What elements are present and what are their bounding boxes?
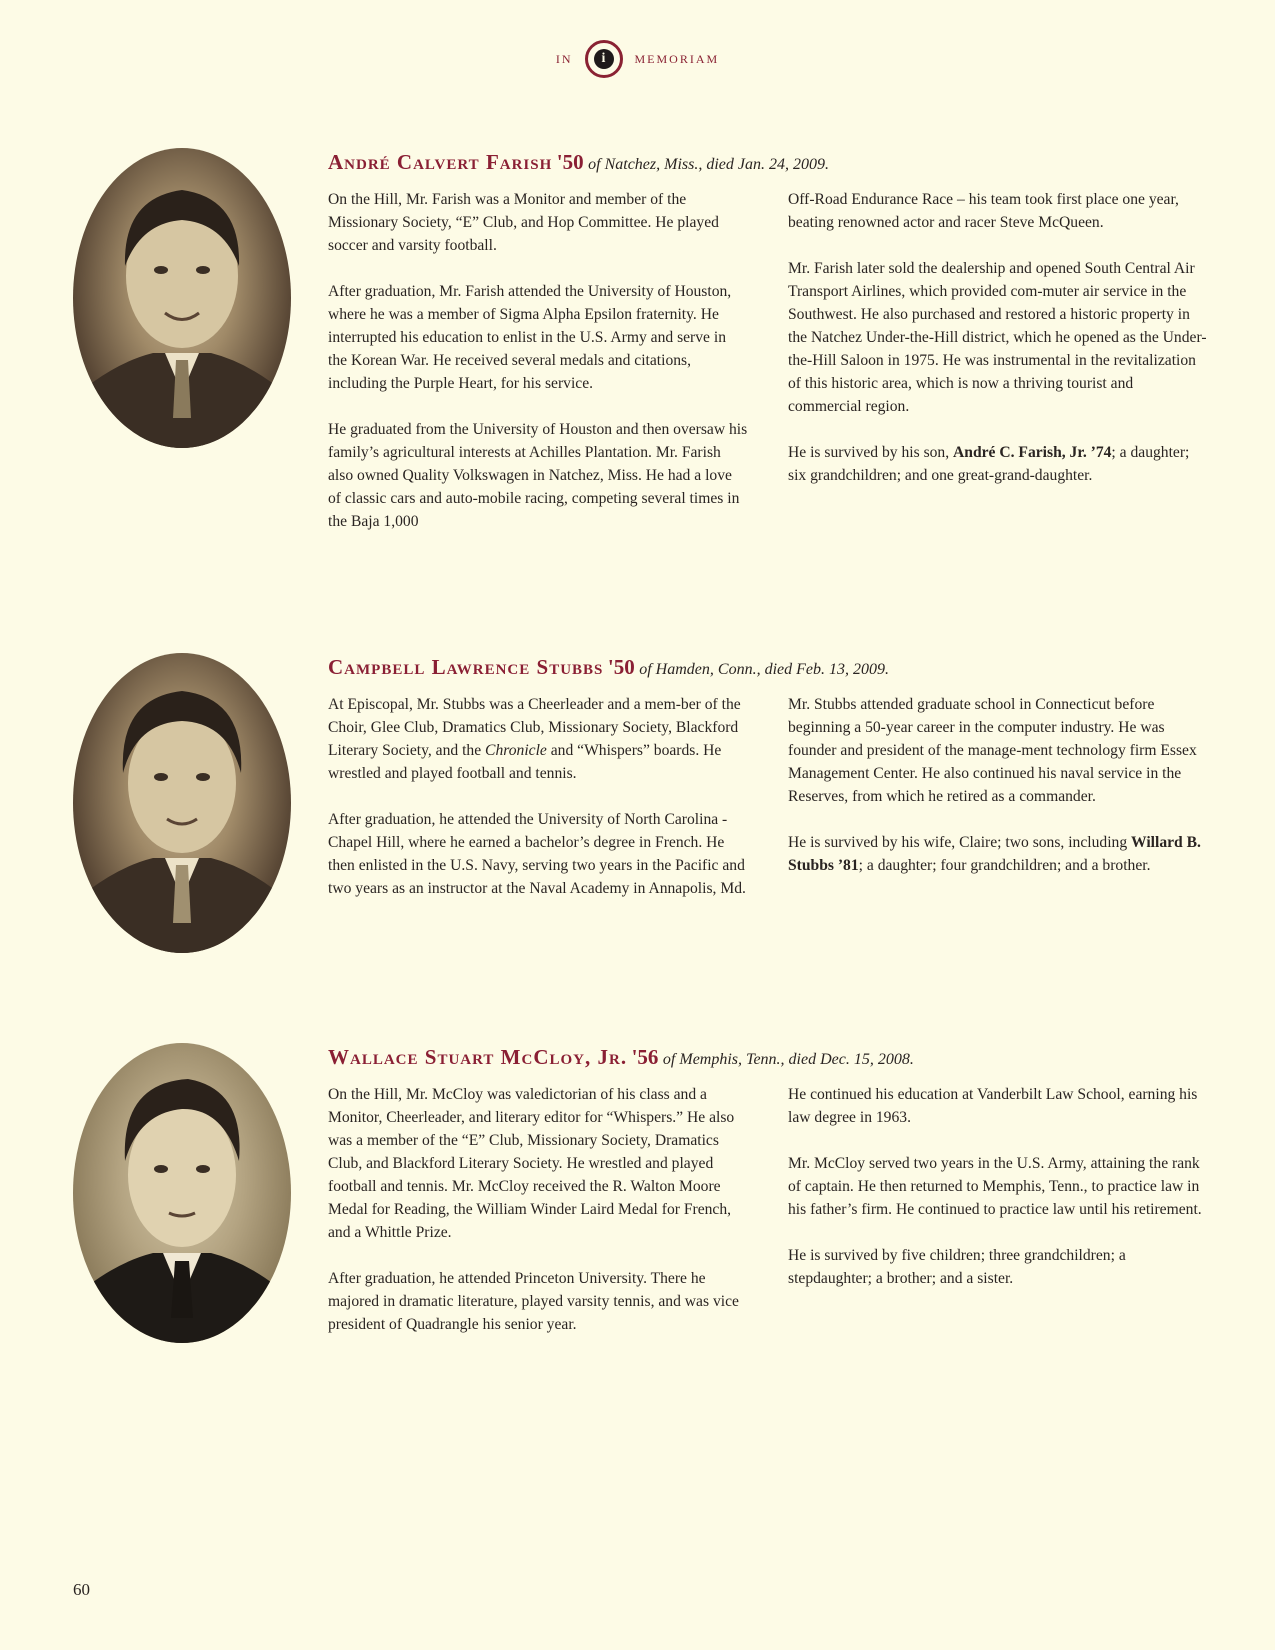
survived-pre: He is survived by his wife, Claire; two sons, including <box>788 834 1132 851</box>
page-number: 60 <box>73 1580 90 1599</box>
paragraph-post: and “Whispers” boards. He wrestled and played football and tennis. <box>328 742 722 782</box>
obituary-name: Campbell Lawrence Stubbs <box>328 655 604 679</box>
column-right <box>788 188 1208 556</box>
class-year: '56 <box>631 1045 659 1069</box>
survived-pre: He is survived by his son, <box>788 444 954 461</box>
paragraph: After graduation, he attended Princeton University. There he majored in dramatic literature, played varsity tennis, and was vice president of Quadrangle his senior year. <box>328 1270 739 1333</box>
portrait-silhouette <box>73 1043 291 1343</box>
obituary-title <box>328 1045 914 1070</box>
logo-letter: i <box>594 49 614 69</box>
obituary-name: Wallace Stuart McCloy, Jr. <box>328 1045 628 1069</box>
obituary-title <box>328 655 889 680</box>
obituary-info: of Natchez, Miss., died Jan. 24, 2009. <box>588 156 829 173</box>
obituary-title <box>328 150 829 175</box>
header-memoriam: MEMORIAM <box>634 51 720 66</box>
portrait-photo <box>73 148 291 448</box>
paragraph <box>328 693 748 785</box>
column-right <box>788 1083 1208 1359</box>
paragraph: He graduated from the University of Houston and then oversaw his family’s agricultural interests at Achilles Plantation. Mr. Farish also owned Quality Volkswagen in Natchez, Miss. He had a love of classic cars and auto-mobile racing, competing several times in the Baja 1,000 <box>328 421 748 530</box>
column-right <box>788 693 1208 923</box>
school-logo-icon <box>585 40 623 78</box>
paragraph: Off-Road Endurance Race – his team took first place one year, beating renowned actor and racer Steve McQueen. <box>788 191 1179 231</box>
page-header <box>0 40 1275 78</box>
obituary-name: André Calvert Farish <box>328 150 553 174</box>
paragraph: After graduation, Mr. Farish attended the University of Houston, where he was a member of Sigma Alpha Epsilon fraternity. He interrupted his education to enlist in the U.S. Army and serve in the Korean War. He received several medals and citations, including the Purple Heart, for his service. <box>328 283 732 392</box>
portrait-silhouette <box>73 148 291 448</box>
obituary-info: of Hamden, Conn., died Feb. 13, 2009. <box>639 661 889 678</box>
column-left <box>328 188 748 556</box>
survivor-name: Willard B. Stubbs ’81 <box>788 834 1201 874</box>
obituary-body <box>328 1083 1208 1359</box>
paragraph: On the Hill, Mr. McCloy was valedictorian of his class and a Monitor, Cheerleader, and literary editor for “Whispers.” He also was a member of the “E” Club, Missionary Society, Dramatics Club, and Blackford Literary Society. He wrestled and played football and tennis. Mr. McCloy received the R. Walton Moore Medal for Reading, the William Winder Laird Medal for French, and a Whittle Prize. <box>328 1086 735 1241</box>
obituary-info: of Memphis, Tenn., died Dec. 15, 2008. <box>662 1051 914 1068</box>
class-year: '50 <box>556 150 584 174</box>
paragraph: On the Hill, Mr. Farish was a Monitor and member of the Missionary Society, “E” Club, and Hop Committee. He played soccer and varsity football. <box>328 191 719 254</box>
header-in: IN <box>555 51 573 66</box>
class-year: '50 <box>607 655 635 679</box>
survivor-name: André C. Farish, Jr. ’74 <box>953 444 1112 461</box>
paragraph: Mr. Farish later sold the dealership and opened South Central Air Transport Airlines, which provided com-muter air service in the Southwest. He also purchased and restored a historic property in the Natchez Under-the-Hill district, which he opened as the Under-the-Hill Saloon in 1975. He was instrumental in the revitalization of this historic area, which is now a thriving tourist and commercial region. <box>788 260 1207 415</box>
publication-name: Chronicle <box>485 742 547 759</box>
survived-by <box>788 441 1208 487</box>
portrait-silhouette <box>73 653 291 953</box>
paragraph: Mr. McCloy served two years in the U.S. Army, attaining the rank of captain. He then returned to Memphis, Tenn., to practice law in his father’s firm. He continued to practice law until his retirement. <box>788 1155 1202 1218</box>
portrait-photo <box>73 653 291 953</box>
portrait-photo <box>73 1043 291 1343</box>
survived-by: He is survived by five children; three grandchildren; a stepdaughter; a brother; and a sister. <box>788 1247 1126 1287</box>
column-left <box>328 693 748 923</box>
paragraph-pre: At Episcopal, Mr. Stubbs was a Cheerleader and a mem-ber of the Choir, Glee Club, Dramatics Club, Missionary Society, Blackford Literary Society, and the <box>328 696 741 759</box>
obituary-body <box>328 693 1208 923</box>
column-left <box>328 1083 748 1359</box>
survived-by <box>788 831 1208 877</box>
paragraph: Mr. Stubbs attended graduate school in Connecticut before beginning a 50-year career in the computer industry. He was founder and president of the manage-ment technology firm Essex Management Center. He also continued his naval service in the Reserves, from which he retired as a commander. <box>788 696 1197 805</box>
paragraph: He continued his education at Vanderbilt Law School, earning his law degree in 1963. <box>788 1086 1198 1126</box>
survived-post: ; a daughter; four grandchildren; and a brother. <box>858 857 1151 874</box>
obituary-body <box>328 188 1208 556</box>
survived-post: ; a daughter; six grandchildren; and one great-grand-daughter. <box>788 444 1190 484</box>
paragraph: After graduation, he attended the University of North Carolina - Chapel Hill, where he earned a bachelor’s degree in French. He then enlisted in the U.S. Navy, serving two years in the Pacific and two years as an instructor at the Naval Academy in Annapolis, Md. <box>328 811 746 897</box>
